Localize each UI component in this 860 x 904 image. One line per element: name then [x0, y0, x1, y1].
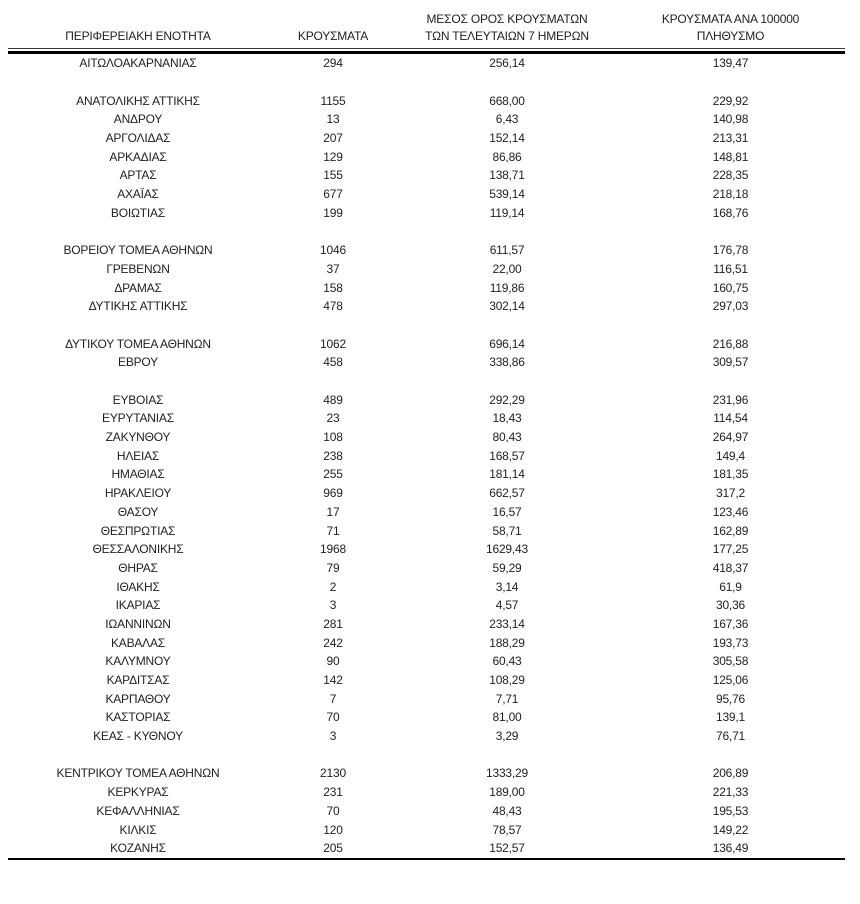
avg7-cell: 696,14: [489, 336, 525, 351]
table-row: [8, 297, 845, 316]
cases-cell: 1155: [320, 93, 346, 108]
per100k-cell: 160,75: [712, 280, 749, 295]
cases-cell: 13: [326, 112, 340, 127]
avg7-cell: 1629,43: [486, 542, 528, 557]
region-cell: ΓΡΕΒΕΝΩΝ: [106, 261, 170, 276]
per100k-cell: 216,88: [712, 336, 749, 351]
cases-cell: 79: [326, 560, 340, 575]
region-cell: ΗΛΕΙΑΣ: [116, 448, 160, 463]
region-cell: ΕΒΡΟΥ: [118, 355, 158, 370]
per100k-cell: 61,9: [719, 579, 742, 594]
group-separator-cell: [8, 745, 845, 764]
column-header-per100k-line1: ΚΡΟΥΣΜΑΤΑ ΑΝΑ 100000: [661, 12, 800, 26]
avg7-cell: 188,29: [489, 635, 525, 650]
table-row: [8, 652, 845, 671]
table-row: [8, 353, 845, 372]
region-cell: ΖΑΚΥΝΘΟΥ: [105, 430, 171, 445]
cases-cell: 677: [323, 187, 343, 202]
cases-cell: 1046: [320, 243, 346, 258]
table-row: [8, 559, 845, 578]
cases-cell: 108: [323, 430, 343, 445]
cases-cell: 281: [323, 616, 343, 631]
avg7-cell: 59,29: [492, 560, 522, 575]
table-row: [8, 764, 845, 783]
regional-cases-table: [8, 6, 845, 860]
avg7-cell: 189,00: [489, 785, 525, 800]
table-row: [8, 446, 845, 465]
avg7-cell: 7,71: [495, 691, 519, 706]
region-cell: ΗΡΑΚΛΕΙΟΥ: [104, 486, 172, 501]
per100k-cell: 297,03: [712, 299, 749, 314]
avg7-cell: 662,57: [489, 486, 525, 501]
per100k-cell: 95,76: [715, 691, 746, 706]
column-header-cases-label: ΚΡΟΥΣΜΑΤΑ: [297, 29, 369, 43]
per100k-cell: 229,92: [712, 93, 749, 108]
region-cell: ΑΧΑΪΑΣ: [117, 187, 159, 202]
region-cell: ΗΜΑΘΙΑΣ: [111, 467, 165, 482]
region-cell: ΑΡΓΟΛΙΔΑΣ: [105, 131, 171, 146]
cases-cell: 255: [323, 467, 343, 482]
cases-cell: 23: [326, 411, 340, 426]
table-row: [8, 409, 845, 428]
table-row: [8, 91, 845, 110]
region-cell: ΚΑΣΤΟΡΙΑΣ: [105, 710, 171, 725]
table-row: [8, 241, 845, 260]
per100k-cell: 221,33: [712, 785, 749, 800]
region-cell: ΚΑΒΑΛΑΣ: [110, 635, 166, 650]
avg7-cell: 168,57: [489, 448, 525, 463]
cases-cell: 2130: [320, 766, 346, 781]
per100k-cell: 76,71: [715, 729, 746, 744]
column-header-avg7-line1: ΜΕΣΟΣ ΟΡΟΣ ΚΡΟΥΣΜΑΤΩΝ: [426, 12, 588, 26]
per100k-cell: 193,73: [712, 635, 749, 650]
region-cell: ΚΕΡΚΥΡΑΣ: [107, 785, 169, 800]
cases-cell: 205: [323, 841, 343, 856]
per100k-cell: 181,35: [712, 467, 749, 482]
table-bottom-rule: [8, 858, 845, 860]
table-row: [8, 334, 845, 353]
per100k-cell: 123,46: [712, 504, 749, 519]
per100k-cell: 139,1: [715, 710, 746, 725]
table-row: [8, 166, 845, 185]
table-row: [8, 390, 845, 409]
per100k-cell: 305,58: [712, 654, 749, 669]
cases-cell: 70: [326, 803, 340, 818]
cases-cell: 7: [329, 691, 337, 706]
per100k-cell: 149,22: [712, 822, 749, 837]
region-cell: ΑΝΔΡΟΥ: [113, 112, 163, 127]
cases-cell: 17: [326, 504, 340, 519]
table-row: [8, 260, 845, 279]
cases-cell: 158: [323, 280, 343, 295]
cases-cell: 120: [323, 822, 343, 837]
region-cell: ΙΘΑΚΗΣ: [116, 579, 160, 594]
table-row: [8, 727, 845, 746]
cases-cell: 238: [323, 448, 343, 463]
cases-cell: 142: [323, 673, 343, 688]
table-row: [8, 540, 845, 559]
per100k-cell: 177,25: [712, 542, 749, 557]
avg7-cell: 48,43: [492, 803, 522, 818]
group-separator-cell: [8, 73, 845, 92]
avg7-cell: 58,71: [492, 523, 522, 538]
per100k-cell: 149,4: [715, 448, 746, 463]
region-cell: ΚΟΖΑΝΗΣ: [110, 841, 166, 856]
table-row: [8, 615, 845, 634]
per100k-cell: 125,06: [712, 673, 749, 688]
region-cell: ΚΑΡΠΑΘΟΥ: [105, 691, 171, 706]
table-row: [8, 129, 845, 148]
avg7-cell: 152,14: [489, 131, 525, 146]
avg7-cell: 16,57: [492, 504, 522, 519]
region-cell: ΒΟΡΕΙΟΥ ΤΟΜΕΑ ΑΘΗΝΩΝ: [63, 243, 213, 258]
cases-cell: 37: [326, 261, 340, 276]
avg7-cell: 292,29: [489, 392, 525, 407]
per100k-cell: 167,36: [712, 616, 749, 631]
avg7-cell: 86,86: [492, 149, 522, 164]
region-cell: ΕΥΒΟΙΑΣ: [112, 392, 164, 407]
table-row: [8, 503, 845, 522]
column-header-per100k: [616, 6, 845, 48]
per100k-cell: 136,49: [712, 841, 749, 856]
table-row: [8, 465, 845, 484]
avg7-cell: 80,43: [492, 430, 522, 445]
cases-cell: 1968: [320, 542, 346, 557]
per100k-cell: 206,89: [712, 766, 749, 781]
table-row: [8, 521, 845, 540]
cases-cell: 3: [329, 729, 337, 744]
per100k-cell: 168,76: [712, 205, 749, 220]
group-separator-cell: [8, 372, 845, 391]
table-row: [8, 147, 845, 166]
cases-cell: 242: [323, 635, 343, 650]
avg7-cell: 256,14: [489, 56, 525, 71]
table-header-row: [8, 6, 845, 49]
column-header-avg7: [398, 6, 616, 48]
per100k-cell: 228,35: [712, 168, 749, 183]
cases-cell: 489: [323, 392, 343, 407]
cases-cell: 129: [323, 149, 343, 164]
per100k-cell: 264,97: [712, 430, 749, 445]
avg7-cell: 302,14: [489, 299, 525, 314]
avg7-cell: 18,43: [492, 411, 522, 426]
group-separator-row: [8, 73, 845, 92]
avg7-cell: 3,14: [495, 579, 519, 594]
region-cell: ΒΟΙΩΤΙΑΣ: [110, 205, 166, 220]
per100k-cell: 309,57: [712, 355, 749, 370]
group-separator-row: [8, 372, 845, 391]
cases-cell: 207: [323, 131, 343, 146]
avg7-cell: 108,29: [489, 673, 525, 688]
per100k-cell: 139,47: [712, 56, 749, 71]
per100k-cell: 218,18: [712, 187, 749, 202]
avg7-cell: 668,00: [489, 93, 525, 108]
region-cell: ΑΝΑΤΟΛΙΚΗΣ ΑΤΤΙΚΗΣ: [76, 93, 200, 108]
avg7-cell: 81,00: [492, 710, 522, 725]
table-body: [8, 54, 845, 858]
table-row: [8, 54, 845, 73]
cases-cell: 294: [323, 56, 343, 71]
avg7-cell: 78,57: [492, 822, 522, 837]
table-row: [8, 484, 845, 503]
per100k-cell: 140,98: [712, 112, 749, 127]
region-cell: ΘΑΣΟΥ: [117, 504, 159, 519]
avg7-cell: 119,86: [489, 280, 525, 295]
avg7-cell: 611,57: [489, 243, 525, 258]
column-header-cases: [268, 6, 398, 48]
avg7-cell: 181,14: [489, 467, 525, 482]
avg7-cell: 22,00: [492, 261, 522, 276]
table-row: [8, 689, 845, 708]
per100k-cell: 317,2: [715, 486, 746, 501]
table-row: [8, 596, 845, 615]
region-cell: ΚΑΛΥΜΝΟΥ: [105, 654, 171, 669]
group-separator-cell: [8, 222, 845, 241]
data-table: [8, 54, 845, 858]
table-row: [8, 708, 845, 727]
per100k-cell: 231,96: [712, 392, 749, 407]
table-row: [8, 278, 845, 297]
region-cell: ΚΙΛΚΙΣ: [119, 822, 157, 837]
group-separator-row: [8, 745, 845, 764]
region-cell: ΙΩΑΝΝΙΝΩΝ: [105, 616, 171, 631]
avg7-cell: 4,57: [495, 598, 519, 613]
table-row: [8, 802, 845, 821]
region-cell: ΑΙΤΩΛΟΑΚΑΡΝΑΝΙΑΣ: [79, 56, 197, 71]
cases-cell: 199: [323, 205, 343, 220]
avg7-cell: 119,14: [489, 205, 525, 220]
region-cell: ΑΡΚΑΔΙΑΣ: [109, 149, 167, 164]
cases-cell: 90: [326, 654, 340, 669]
column-header-per100k-line2: ΠΛΗΘΥΣΜΟ: [696, 29, 765, 43]
per100k-cell: 213,31: [712, 131, 749, 146]
cases-cell: 478: [323, 299, 343, 314]
avg7-cell: 152,57: [489, 841, 525, 856]
column-header-avg7-line2: ΤΩΝ ΤΕΛΕΥΤΑΙΩΝ 7 ΗΜΕΡΩΝ: [425, 29, 589, 43]
avg7-cell: 6,43: [495, 112, 519, 127]
group-separator-cell: [8, 316, 845, 335]
table-row: [8, 671, 845, 690]
table-row: [8, 839, 845, 858]
cases-cell: 155: [323, 168, 343, 183]
per100k-cell: 418,37: [712, 560, 749, 575]
region-cell: ΚΕΦΑΛΛΗΝΙΑΣ: [96, 803, 180, 818]
table-row: [8, 820, 845, 839]
table-row: [8, 577, 845, 596]
per100k-cell: 195,53: [712, 803, 749, 818]
per100k-cell: 176,78: [712, 243, 749, 258]
cases-cell: 70: [326, 710, 340, 725]
region-cell: ΘΕΣΣΑΛΟΝΙΚΗΣ: [92, 542, 184, 557]
region-cell: ΔΥΤΙΚΟΥ ΤΟΜΕΑ ΑΘΗΝΩΝ: [65, 336, 211, 351]
table-row: [8, 204, 845, 223]
cases-cell: 458: [323, 355, 343, 370]
region-cell: ΚΕΑΣ - ΚΥΘΝΟΥ: [93, 729, 183, 744]
avg7-cell: 338,86: [489, 355, 525, 370]
region-cell: ΕΥΡΥΤΑΝΙΑΣ: [102, 411, 174, 426]
table-row: [8, 110, 845, 129]
group-separator-row: [8, 222, 845, 241]
region-cell: ΑΡΤΑΣ: [119, 168, 157, 183]
column-header-region: [8, 6, 268, 48]
avg7-cell: 539,14: [489, 187, 525, 202]
region-cell: ΙΚΑΡΙΑΣ: [115, 598, 161, 613]
per100k-cell: 162,89: [712, 523, 749, 538]
avg7-cell: 138,71: [489, 168, 525, 183]
cases-cell: 3: [329, 598, 337, 613]
cases-cell: 231: [323, 785, 343, 800]
region-cell: ΔΡΑΜΑΣ: [114, 280, 162, 295]
avg7-cell: 1333,29: [486, 766, 528, 781]
avg7-cell: 60,43: [492, 654, 522, 669]
region-cell: ΚΕΝΤΡΙΚΟΥ ΤΟΜΕΑ ΑΘΗΝΩΝ: [56, 766, 220, 781]
cases-cell: 71: [326, 523, 340, 538]
avg7-cell: 3,29: [495, 729, 519, 744]
region-cell: ΔΥΤΙΚΗΣ ΑΤΤΙΚΗΣ: [88, 299, 188, 314]
per100k-cell: 114,54: [713, 411, 748, 426]
table-row: [8, 783, 845, 802]
column-header-region-label: ΠΕΡΙΦΕΡΕΙΑΚΗ ΕΝΟΤΗΤΑ: [65, 29, 211, 43]
per100k-cell: 116,51: [713, 261, 748, 276]
per100k-cell: 148,81: [712, 149, 749, 164]
region-cell: ΘΕΣΠΡΩΤΙΑΣ: [100, 523, 176, 538]
table-row: [8, 185, 845, 204]
region-cell: ΘΗΡΑΣ: [118, 560, 158, 575]
region-cell: ΚΑΡΔΙΤΣΑΣ: [106, 673, 170, 688]
per100k-cell: 30,36: [715, 598, 746, 613]
group-separator-row: [8, 316, 845, 335]
cases-cell: 2: [329, 579, 337, 594]
cases-cell: 969: [323, 486, 343, 501]
avg7-cell: 233,14: [489, 616, 525, 631]
table-row: [8, 633, 845, 652]
cases-cell: 1062: [320, 336, 346, 351]
table-row: [8, 428, 845, 447]
